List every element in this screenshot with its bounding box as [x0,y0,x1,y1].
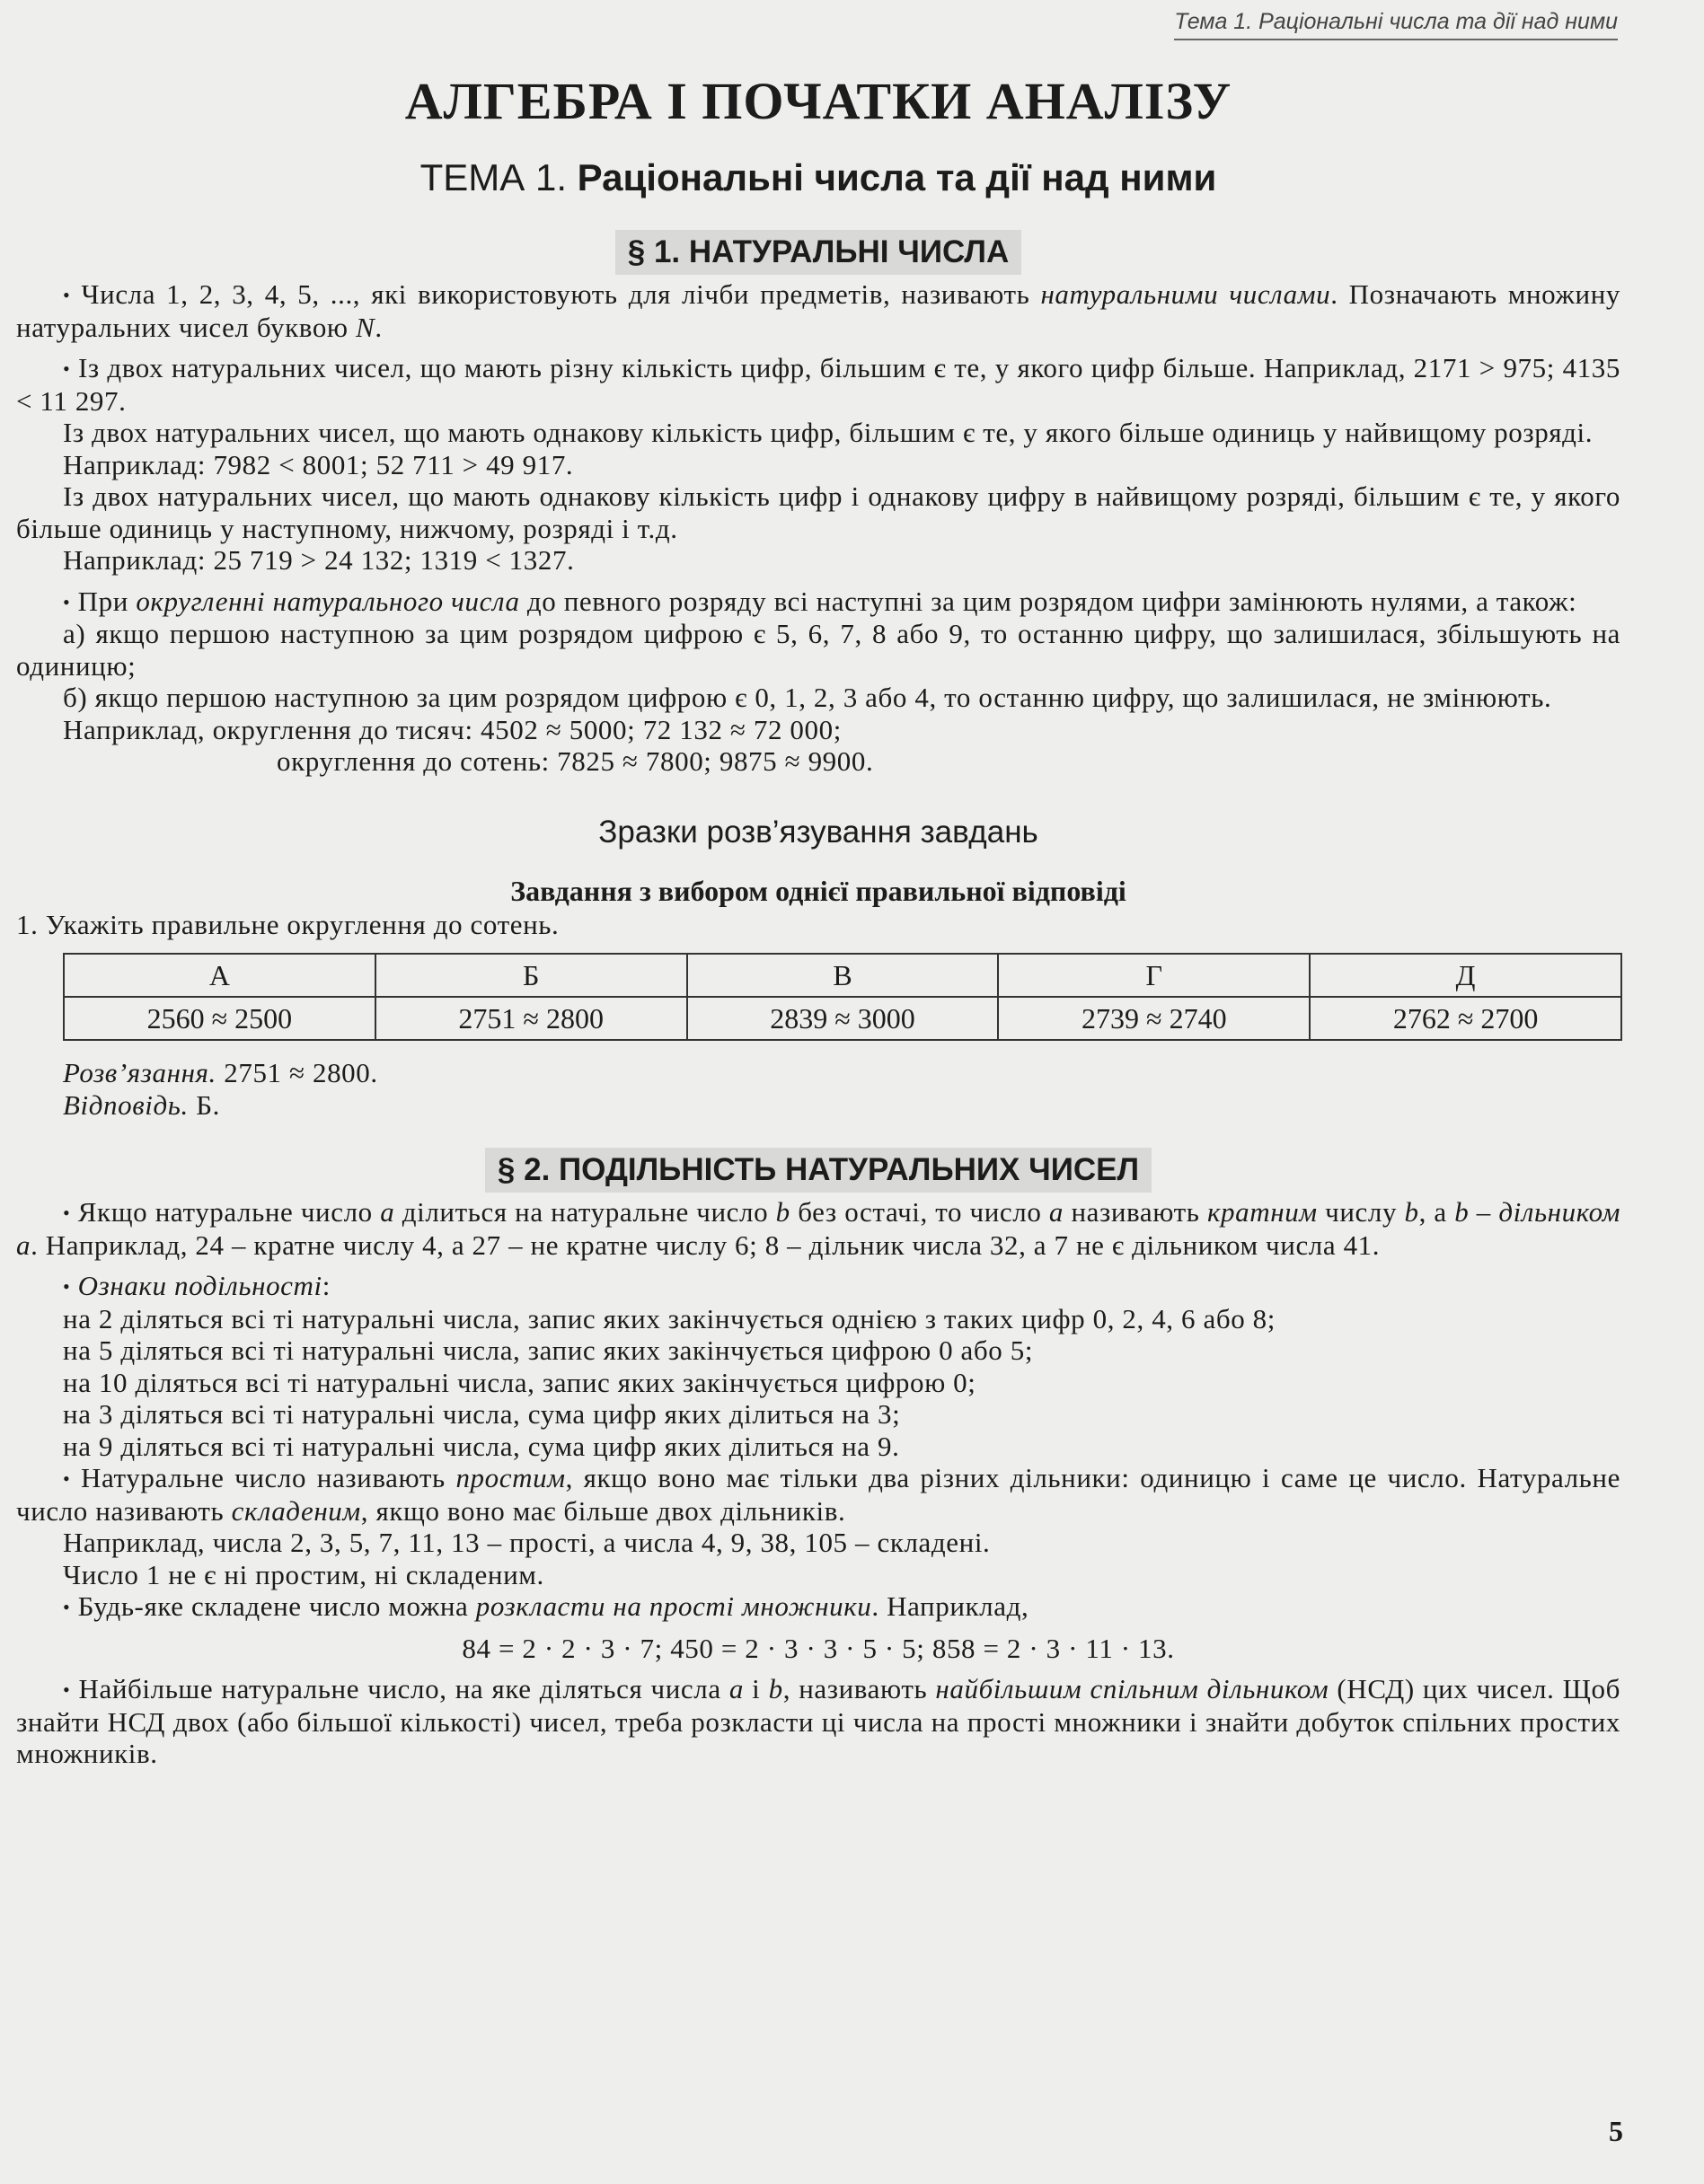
page-number: 5 [1609,2115,1623,2147]
option-value: 2839 ≈ 3000 [687,997,999,1040]
divisibility-rule: на 10 діляться всі ті натуральні числа, запис яких закінчується цифрою 0; [63,1366,976,1398]
paragraph: • При округленні натурального числа до певного розряду всі наступні за цим розрядом цифри замінюють нулями, а також: [63,585,1577,617]
option-letter: В [687,954,999,997]
paragraph: • Якщо натуральне число a ділиться на натуральне число b без остачі, то число a називають кратним числу b, а b – дільником a. Наприклад, 24 – кратне числу 4, а 27 – не кратне числу 6; 8 – дільник числа 32, а 7 не є дільником числа 41. [16,1196,1620,1261]
divisibility-rule: на 9 діляться всі ті натуральні числа, сума цифр яких ділиться на 9. [63,1430,900,1462]
task-type-heading: Завдання з вибором однієї правильної відповіді [510,874,1126,907]
task-1-question: 1. Укажіть правильне округлення до сотень. [16,908,560,940]
example-line: Наприклад, округлення до тисяч: 4502 ≈ 5000; 72 132 ≈ 72 000; [63,713,842,745]
option-letter: Б [375,954,687,997]
answer-line: Відповідь. Б. [63,1088,220,1121]
term: складеним [231,1494,361,1527]
table-row [64,954,1621,997]
paragraph: • Із двох натуральних чисел, що мають різну кількість цифр, більшим є те, у якого цифр більше. Наприклад, 2171 > 975; 4135 < 11 297. [16,352,1621,417]
section-2-heading: § 2. ПОДІЛЬНІСТЬ НАТУРАЛЬНИХ ЧИСЕЛ [16,1148,1620,1193]
paragraph: • Натуральне число називають простим, якщо воно має тільки два різних дільники: одиницю і саме це число. Натуральне число називають складеним, якщо воно має більше двох дільників. [16,1462,1620,1527]
bullet-icon: • [63,590,71,613]
paragraph: • Найбільше натуральне число, на яке діляться числа a і b, називають найбільшим спільним дільником (НСД) цих чисел. Щоб знайти НСД двох (або більшої кількості) чисел, треба розкласти ці числа на прості множники і знайти добуток спільних простих множників. [16,1673,1620,1769]
term: найбільшим спільним дільником [935,1673,1329,1704]
page-content [16,63,1620,1770]
rule-b: б) якщо першою наступною за цим розрядом цифрою є 0, 1, 2, 3 або 4, то останню цифру, що залишилася, не змінюють. [63,682,1552,713]
paragraph: • Ознаки подільності: [63,1270,331,1301]
bullet-icon: • [63,357,71,380]
term: простим [455,1462,566,1493]
example-line: Наприклад: 7982 < 8001; 52 711 > 49 917. [63,448,574,480]
example-line: Наприклад, числа 2, 3, 5, 7, 11, 13 – прості, а числа 4, 9, 38, 105 – складені. [63,1527,991,1558]
option-letter: Д [1310,954,1621,997]
paragraph: • Будь-яке складене число можна розкласти на прості множники. Наприклад, [63,1590,1029,1622]
topic-prefix: ТЕМА 1. [419,156,578,198]
rule-a: а) якщо першою наступною за цим розрядом цифрою є 5, 6, 7, 8 або 9, то останню цифру, що залишилася, збільшують на одиницю; [16,618,1620,682]
option-value: 2762 ≈ 2700 [1310,997,1621,1040]
term: розкласти на прості множники [475,1590,872,1622]
divisibility-rule: на 2 діляться всі ті натуральні числа, запис яких закінчується однією з таких цифр 0, 2, 4, 6 або 8; [63,1302,1276,1334]
page-title: АЛГЕБРА І ПОЧАТКИ АНАЛІЗУ [404,72,1232,130]
solution-line: Розв’язання. 2751 ≈ 2800. [63,1057,378,1088]
divisibility-rule: на 3 діляться всі ті натуральні числа, сума цифр яких ділиться на 3; [63,1398,901,1430]
section-1-heading: § 1. НАТУРАЛЬНІ ЧИСЛА [16,230,1620,275]
example-line: Число 1 не є ні простим, ні складеним. [63,1558,544,1590]
bullet-icon: • [63,1202,71,1224]
factorization-examples: 84 = 2 · 2 · 3 · 7; 450 = 2 · 3 · 3 · 5 · 5; 858 = 2 · 3 · 11 · 13. [462,1632,1175,1664]
term: округленні натурального числа [136,585,520,617]
topic-name: Раціональні числа та дії над ними [577,156,1217,198]
bullet-icon: • [63,1678,71,1701]
term: натуральними числами [1040,278,1331,310]
option-value: 2751 ≈ 2800 [375,997,687,1040]
example-line: Наприклад: 25 719 > 24 132; 1319 < 1327. [63,544,575,576]
option-value: 2560 ≈ 2500 [64,997,375,1040]
bullet-icon: • [63,284,71,306]
answer-options-table [63,953,1622,1041]
paragraph: Із двох натуральних чисел, що мають однакову кількість цифр і однакову цифру в найвищому розряді, більшим є те, у якого більше одиниць у наступному, нижчому, розряді і т.д. [16,480,1620,544]
divisibility-rule: на 5 діляться всі ті натуральні числа, запис яких закінчується цифрою 0 або 5; [63,1334,1034,1366]
example-line: округлення до сотень: 7825 ≈ 7800; 9875 ≈ 9900. [277,745,874,777]
term: кратним [1206,1196,1318,1228]
paragraph: • Числа 1, 2, 3, 4, 5, ..., які використовують для лічби предметів, називають натуральними числами. Позначають множину натуральних чисел буквою N. [16,278,1621,343]
bullet-icon: • [63,1596,71,1618]
table-row [64,997,1621,1040]
samples-heading: Зразки розв’язування завдань [598,814,1038,850]
term: дільником [1498,1196,1620,1228]
term: Ознаки подільності [77,1270,322,1301]
topic-title [16,153,1620,203]
bullet-icon: • [63,1467,71,1490]
option-value: 2739 ≈ 2740 [998,997,1310,1040]
option-letter: Г [998,954,1310,997]
running-head: Тема 1. Раціональні числа та дії над ними [1174,9,1618,40]
option-letter: А [64,954,375,997]
bullet-icon: • [63,1275,71,1298]
paragraph: Із двох натуральних чисел, що мають однакову кількість цифр, більшим є те, у якого більше одиниць у найвищому розряді. [63,417,1594,448]
